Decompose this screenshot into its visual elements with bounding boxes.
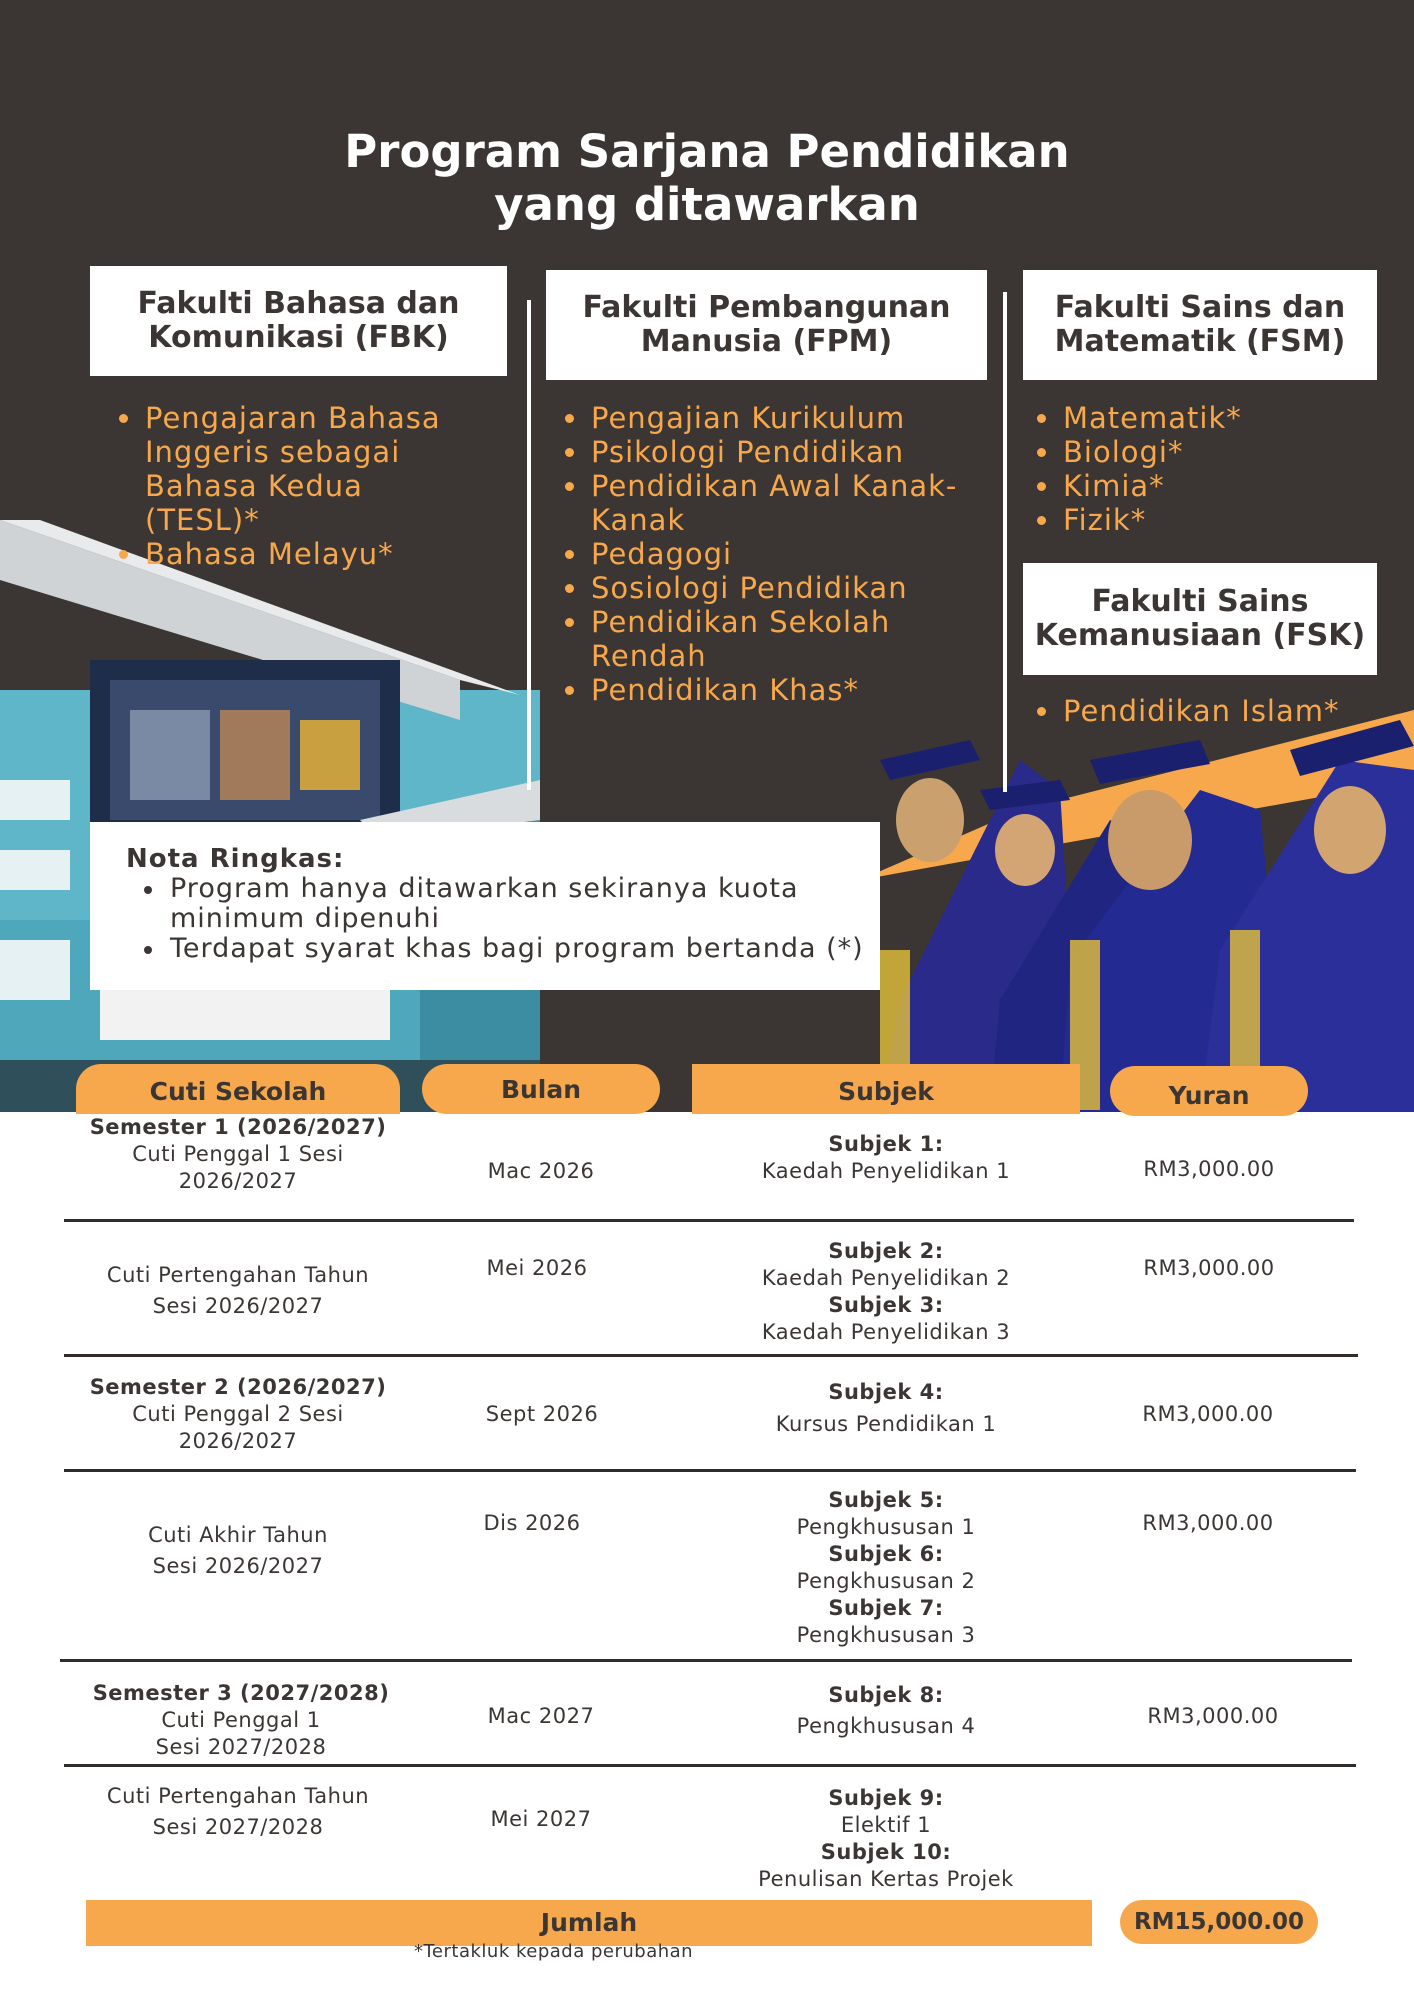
column-divider <box>527 300 531 790</box>
row-divider <box>64 1354 1358 1357</box>
program-item: Pendidikan Islam* <box>1033 694 1393 728</box>
faculty-fsm-title: Fakulti Sains dan Matematik (FSM) <box>1023 270 1377 380</box>
note-title: Nota Ringkas: <box>126 844 345 874</box>
column-divider <box>1003 292 1007 792</box>
program-item: Pendidikan Sekolah Rendah <box>561 605 981 673</box>
row6-bulan: Mei 2027 <box>490 1807 592 1831</box>
faculty-fpm-title: Fakulti Pembangunan Manusia (FPM) <box>546 270 987 380</box>
row5-cuti: Semester 3 (2027/2028) Cuti Penggal 1 Sesi 2027/2028 <box>92 1681 390 1759</box>
program-item: Pedagogi <box>561 537 981 571</box>
header-subjek: Subjek <box>692 1064 1080 1114</box>
row-divider <box>64 1764 1356 1767</box>
row2-subjek: Subjek 2: Kaedah Penyelidikan 2 Subjek 3: Kaedah Penyelidikan 3 <box>761 1239 1011 1344</box>
row6-subjek: Subjek 9: Elektif 1 Subjek 10: Penulisan Kertas Projek <box>758 1786 1014 1891</box>
summary-note <box>90 822 880 990</box>
note-list <box>126 874 880 964</box>
row5-subjek: Subjek 8: Pengkhususan 4 <box>796 1683 976 1738</box>
row3-yuran: RM3,000.00 <box>1142 1402 1274 1426</box>
program-item: Kimia* <box>1033 469 1373 503</box>
page-title: Program Sarjana Pendidikan yang ditawarkan <box>344 125 1070 231</box>
row5-bulan: Mac 2027 <box>487 1704 595 1728</box>
faculty-fbk-title: Fakulti Bahasa dan Komunikasi (FBK) <box>90 266 507 376</box>
program-item: Pengajian Kurikulum <box>561 401 981 435</box>
row4-bulan: Dis 2026 <box>483 1511 581 1535</box>
row4-cuti: Cuti Akhir Tahun Sesi 2026/2027 <box>148 1523 328 1578</box>
faculty-fsk-title: Fakulti Sains Kemanusiaan (FSK) <box>1023 563 1377 675</box>
header-bulan: Bulan <box>422 1064 660 1114</box>
row4-subjek: Subjek 5: Pengkhususan 1 Subjek 6: Pengkhususan 2 Subjek 7: Pengkhususan 3 <box>796 1488 976 1647</box>
faculty-fsk-programs <box>1033 694 1393 728</box>
row1-cuti: Semester 1 (2026/2027) Cuti Penggal 1 Sesi 2026/2027 <box>89 1115 387 1193</box>
program-item: Bahasa Melayu* <box>115 537 475 571</box>
footnote: *Tertakluk kepada perubahan <box>414 1941 694 1962</box>
header-cuti-sekolah: Cuti Sekolah <box>76 1064 400 1114</box>
row2-bulan: Mei 2026 <box>486 1256 588 1280</box>
row1-subjek: Subjek 1: Kaedah Penyelidikan 1 <box>761 1132 1011 1183</box>
row-divider <box>60 1659 1352 1662</box>
note-item: Terdapat syarat khas bagi program bertanda (*) <box>134 934 880 964</box>
program-item: Matematik* <box>1033 401 1373 435</box>
row3-cuti: Semester 2 (2026/2027) Cuti Penggal 2 Sesi 2026/2027 <box>89 1375 387 1453</box>
faculty-fsm-programs <box>1033 401 1373 537</box>
row2-yuran: RM3,000.00 <box>1143 1256 1275 1280</box>
row1-bulan: Mac 2026 <box>487 1159 595 1183</box>
row6-cuti: Cuti Pertengahan Tahun Sesi 2027/2028 <box>106 1784 370 1839</box>
total-label: Jumlah <box>86 1900 1092 1946</box>
row3-bulan: Sept 2026 <box>485 1402 599 1426</box>
program-item: Psikologi Pendidikan <box>561 435 981 469</box>
program-item: Pengajaran Bahasa Inggeris sebagai Bahasa Kedua (TESL)* <box>115 401 475 537</box>
graduates-image <box>820 700 1414 1112</box>
row5-yuran: RM3,000.00 <box>1147 1704 1279 1728</box>
row3-subjek: Subjek 4: Kursus Pendidikan 1 <box>775 1380 997 1436</box>
row-divider <box>64 1469 1356 1472</box>
program-item: Pendidikan Khas* <box>561 673 981 707</box>
building-image <box>0 520 540 1112</box>
row1-yuran: RM3,000.00 <box>1143 1157 1275 1181</box>
total-amount: RM15,000.00 <box>1120 1900 1318 1944</box>
program-item: Pendidikan Awal Kanak- Kanak <box>561 469 981 537</box>
program-item: Fizik* <box>1033 503 1373 537</box>
program-item: Biologi* <box>1033 435 1373 469</box>
program-item: Sosiologi Pendidikan <box>561 571 981 605</box>
row2-cuti: Cuti Pertengahan Tahun Sesi 2026/2027 <box>106 1263 370 1318</box>
header-yuran: Yuran <box>1110 1066 1308 1116</box>
row4-yuran: RM3,000.00 <box>1142 1511 1274 1535</box>
note-item: Program hanya ditawarkan sekiranya kuota minimum dipenuhi <box>134 874 880 934</box>
faculty-fbk-programs <box>115 401 475 571</box>
faculty-fpm-programs <box>561 401 981 707</box>
row-divider <box>64 1219 1354 1222</box>
